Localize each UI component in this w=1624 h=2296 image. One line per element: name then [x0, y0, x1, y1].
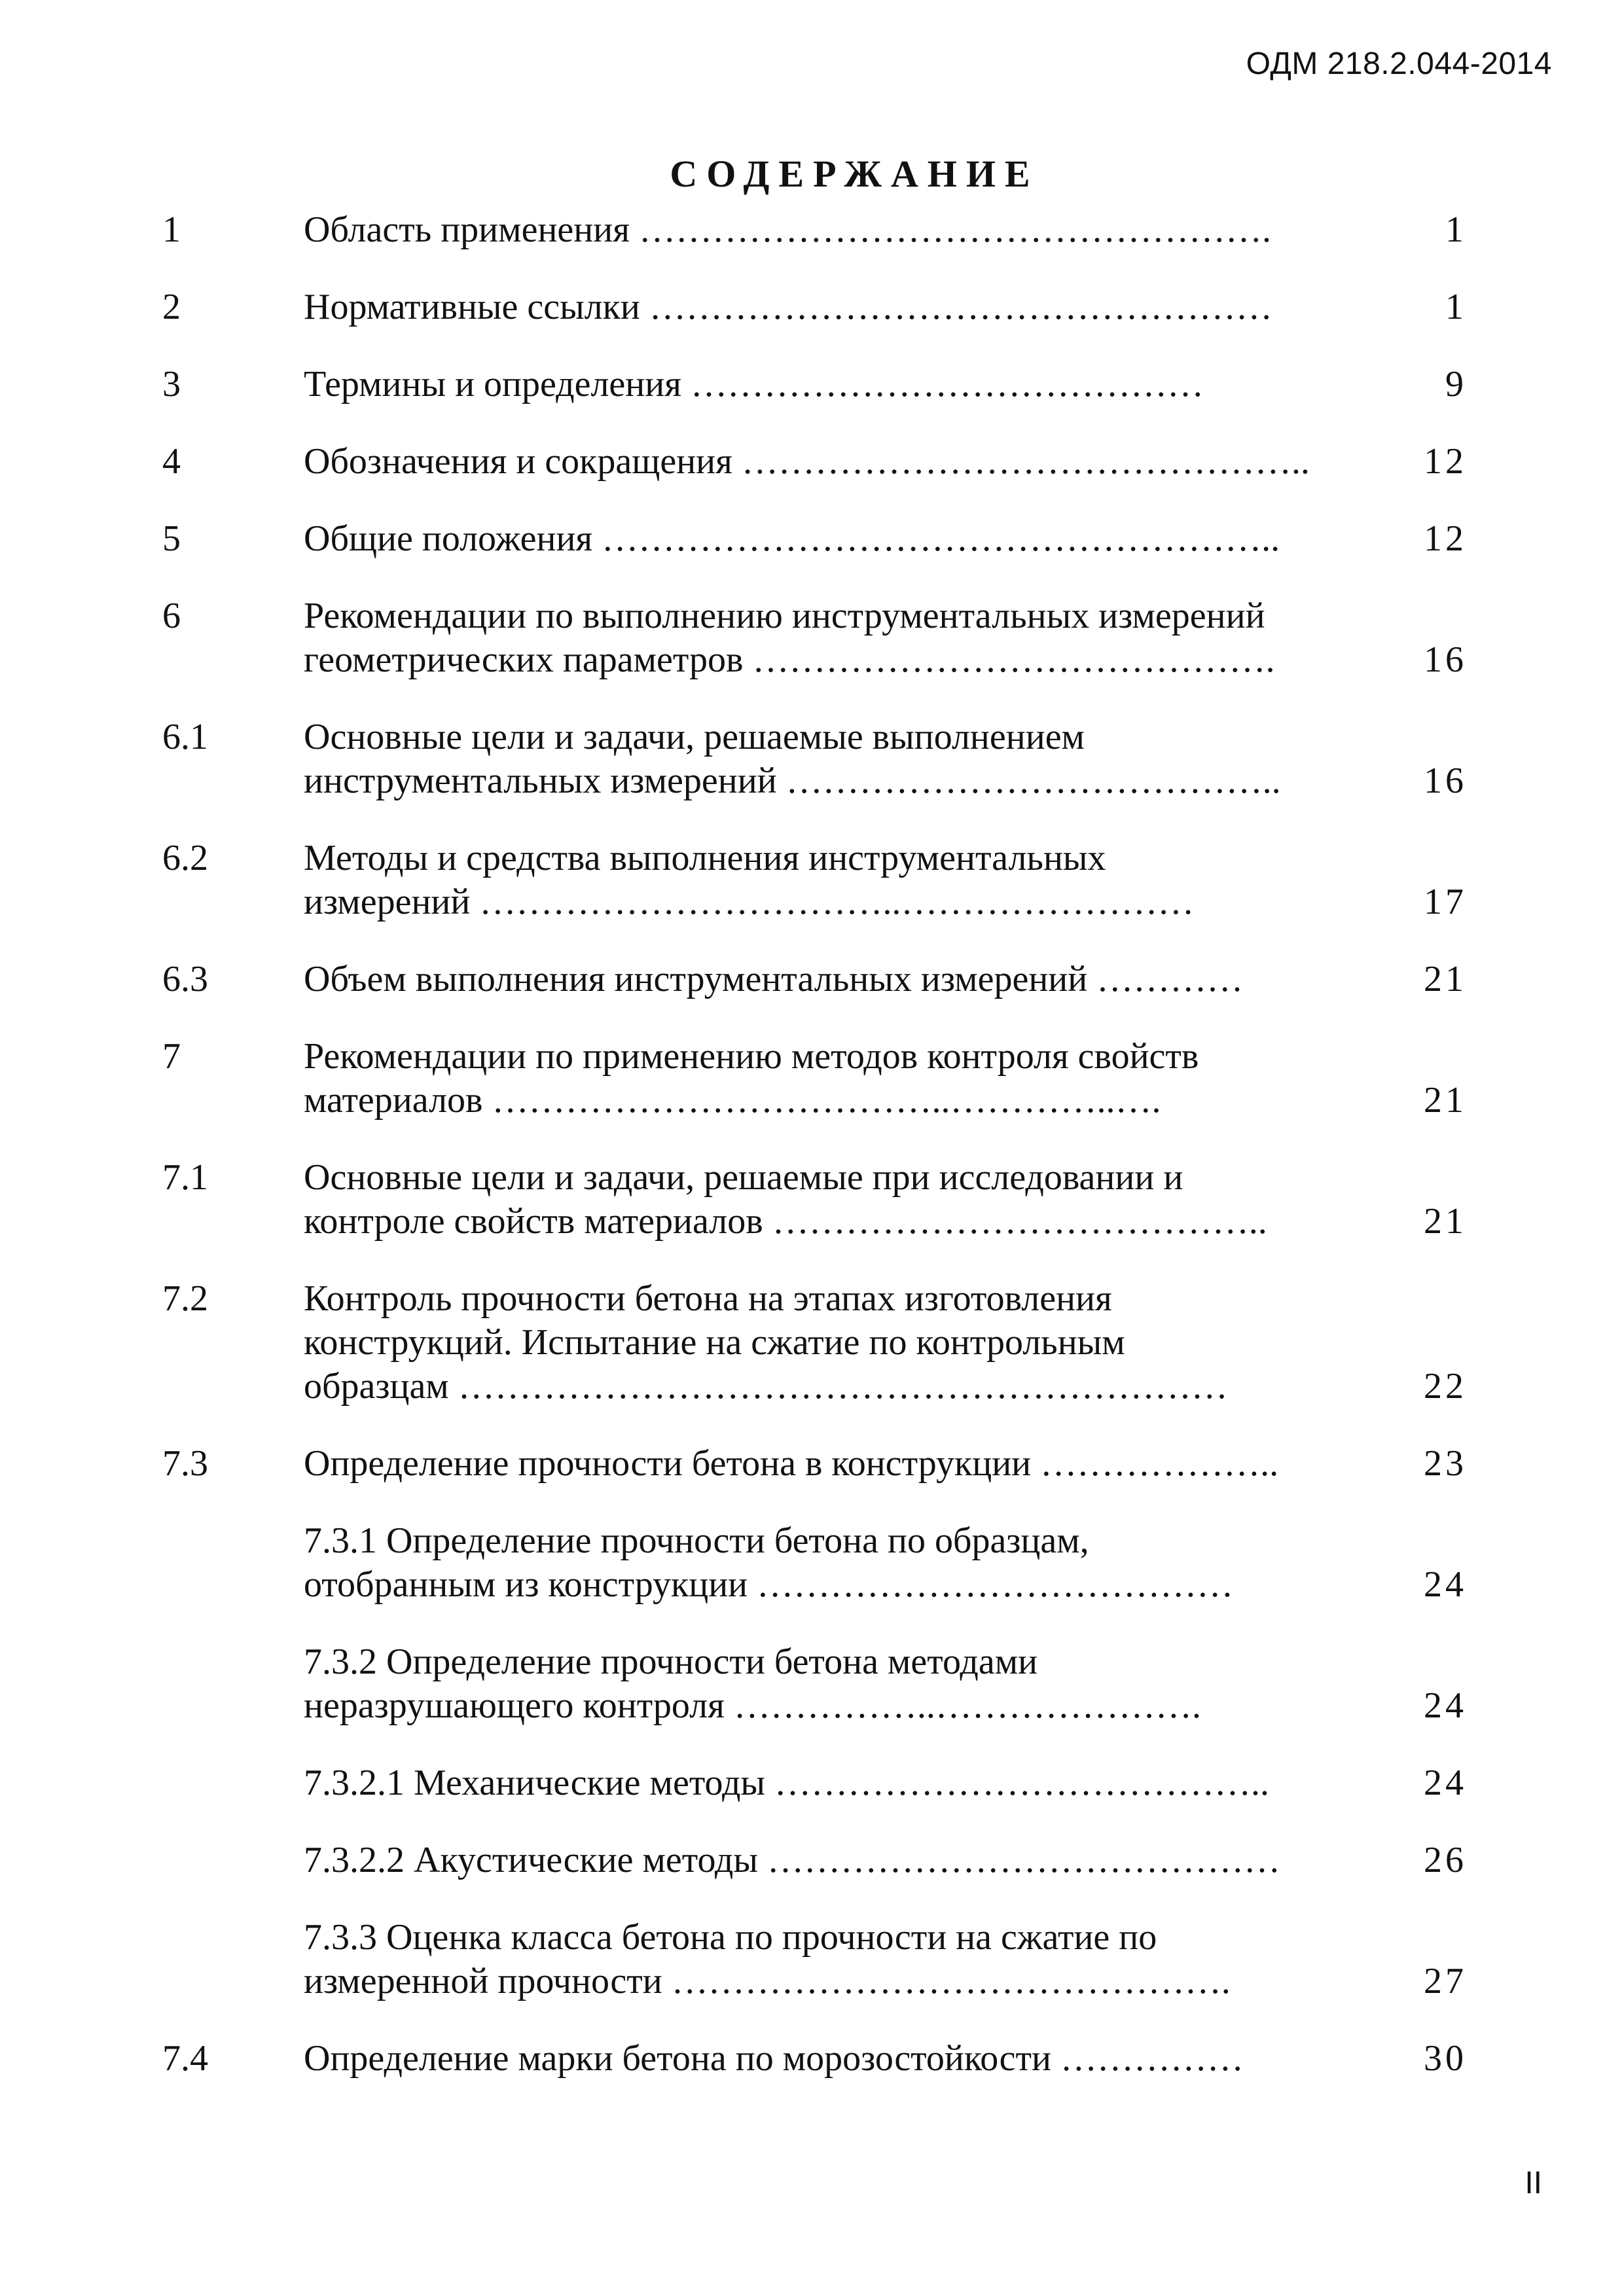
- toc-entry-number: 6: [162, 596, 181, 636]
- toc-entry-number: 2: [162, 287, 181, 327]
- toc-entry-text: [304, 836, 1325, 924]
- toc-entry-line: Определение прочности бетона в конструкции ………………..: [304, 1443, 1279, 1484]
- toc-entry-text: [304, 440, 1325, 484]
- toc-entry-line: Рекомендации по применению методов контроля свойств: [304, 1036, 1199, 1077]
- document-code: ОДМ 218.2.044-2014: [1246, 46, 1552, 81]
- toc-entry-line: неразрушающего контроля ……………..………………….: [304, 1685, 1201, 1726]
- toc-entry-line: отобранным из конструкции …………………………………: [304, 1564, 1234, 1605]
- toc-entry-line: Область применения …………………………………………….: [304, 209, 1271, 250]
- toc-entry-line: 7.3.3 Оценка класса бетона по прочности на сжатие по: [304, 1917, 1157, 1958]
- toc-entry-number: 7.4: [162, 2038, 208, 2079]
- toc-entry-text: [304, 208, 1325, 252]
- toc-entry-page: 16: [1424, 761, 1467, 801]
- toc-entry-line: Контроль прочности бетона на этапах изготовления: [304, 1278, 1112, 1319]
- toc-entry-text: [304, 1839, 1325, 1882]
- toc-entry-line: образцам ………………………………………………………: [304, 1366, 1228, 1407]
- toc-entry-page: 24: [1424, 1763, 1467, 1803]
- toc-entry-number: 7.1: [162, 1157, 208, 1198]
- toc-entry-page: 21: [1424, 959, 1467, 999]
- toc-entry-line: Общие положения ………………………………………………..: [304, 518, 1280, 559]
- toc-entry-page: 22: [1424, 1366, 1467, 1407]
- toc-entry-line: контроле свойств материалов …………………………………..: [304, 1201, 1267, 1242]
- toc-entry-number: 6.3: [162, 959, 208, 999]
- toc-entry-line: инструментальных измерений …………………………………..: [304, 761, 1281, 801]
- toc-entry-line: Объем выполнения инструментальных измерений …………: [304, 959, 1244, 999]
- toc-entry-text: [304, 1442, 1325, 1486]
- toc-entry-text: [304, 1761, 1325, 1805]
- toc-entry-line: Основные цели и задачи, решаемые выполнением: [304, 717, 1085, 757]
- page-number: II: [1525, 2166, 1542, 2200]
- toc-entry-line: 7.3.1 Определение прочности бетона по образцам,: [304, 1520, 1089, 1561]
- toc-entry-line: конструкций. Испытание на сжатие по контрольным: [304, 1322, 1125, 1363]
- toc-entry-page: 23: [1424, 1443, 1467, 1484]
- toc-entry-line: Термины и определения ……………………………………: [304, 364, 1204, 404]
- toc-entry-page: 21: [1424, 1080, 1467, 1121]
- toc-entry-number: 5: [162, 518, 181, 559]
- toc-entry-text: [304, 1519, 1325, 1607]
- toc-entry-text: [304, 285, 1325, 329]
- toc-entry-text: [304, 2037, 1325, 2081]
- toc-entry-line: Обозначения и сокращения ………………………………………..: [304, 441, 1310, 482]
- toc-entry-page: 1: [1445, 209, 1467, 250]
- toc-entry-line: Методы и средства выполнения инструментальных: [304, 838, 1106, 878]
- toc-entry-page: 24: [1424, 1564, 1467, 1605]
- toc-entry-text: [304, 363, 1325, 406]
- toc-entry-line: 7.3.2 Определение прочности бетона методами: [304, 1641, 1038, 1682]
- toc-entry-page: 27: [1424, 1961, 1467, 2001]
- toc-entry-line: геометрических параметров …………………………………….: [304, 639, 1275, 680]
- toc-entry-page: 1: [1445, 287, 1467, 327]
- toc-entry-line: измеренной прочности ……………………………………….: [304, 1961, 1231, 2001]
- toc-entry-line: 7.3.2.1 Механические методы …………………………………..: [304, 1763, 1270, 1803]
- toc-entry-number: 1: [162, 209, 181, 250]
- page-title: СОДЕРЖАНИЕ: [670, 152, 1039, 195]
- toc-entry-line: 7.3.2.2 Акустические методы ……………………………………: [304, 1840, 1280, 1880]
- toc-entry-page: 9: [1445, 364, 1467, 404]
- toc-entry-line: измерений ……………………………..……………………: [304, 882, 1195, 922]
- toc-entry-page: 30: [1424, 2038, 1467, 2079]
- toc-entry-page: 24: [1424, 1685, 1467, 1726]
- toc-entry-number: 7.3: [162, 1443, 208, 1484]
- toc-entry-text: [304, 1277, 1325, 1408]
- toc-entry-page: 21: [1424, 1201, 1467, 1242]
- toc-entry-line: материалов ………………………………..…………..….: [304, 1080, 1161, 1121]
- toc-entry-line: Нормативные ссылки ……………………………………………: [304, 287, 1272, 327]
- toc-entry-page: 16: [1424, 639, 1467, 680]
- toc-entry-number: 7.2: [162, 1278, 208, 1319]
- toc-entry-number: 6.1: [162, 717, 208, 757]
- toc-entry-text: [304, 1156, 1325, 1244]
- toc-entry-text: [304, 715, 1325, 803]
- toc-entry-text: [304, 594, 1325, 682]
- toc-entry-number: 7: [162, 1036, 181, 1077]
- toc-entry-line: Основные цели и задачи, решаемые при исследовании и: [304, 1157, 1183, 1198]
- toc-entry-text: [304, 958, 1325, 1001]
- toc-entry-page: 17: [1424, 882, 1467, 922]
- toc-entry-page: 12: [1424, 441, 1467, 482]
- toc-entry-text: [304, 517, 1325, 561]
- toc-entry-text: [304, 1916, 1325, 2003]
- toc-entry-number: 4: [162, 441, 181, 482]
- toc-entry-line: Определение марки бетона по морозостойкости ……………: [304, 2038, 1244, 2079]
- toc-entry-line: Рекомендации по выполнению инструментальных измерений: [304, 596, 1265, 636]
- toc-entry-page: 26: [1424, 1840, 1467, 1880]
- toc-entry-number: 6.2: [162, 838, 208, 878]
- toc-entry-number: 3: [162, 364, 181, 404]
- toc-entry-page: 12: [1424, 518, 1467, 559]
- toc-entry-text: [304, 1035, 1325, 1122]
- toc-entry-text: [304, 1640, 1325, 1728]
